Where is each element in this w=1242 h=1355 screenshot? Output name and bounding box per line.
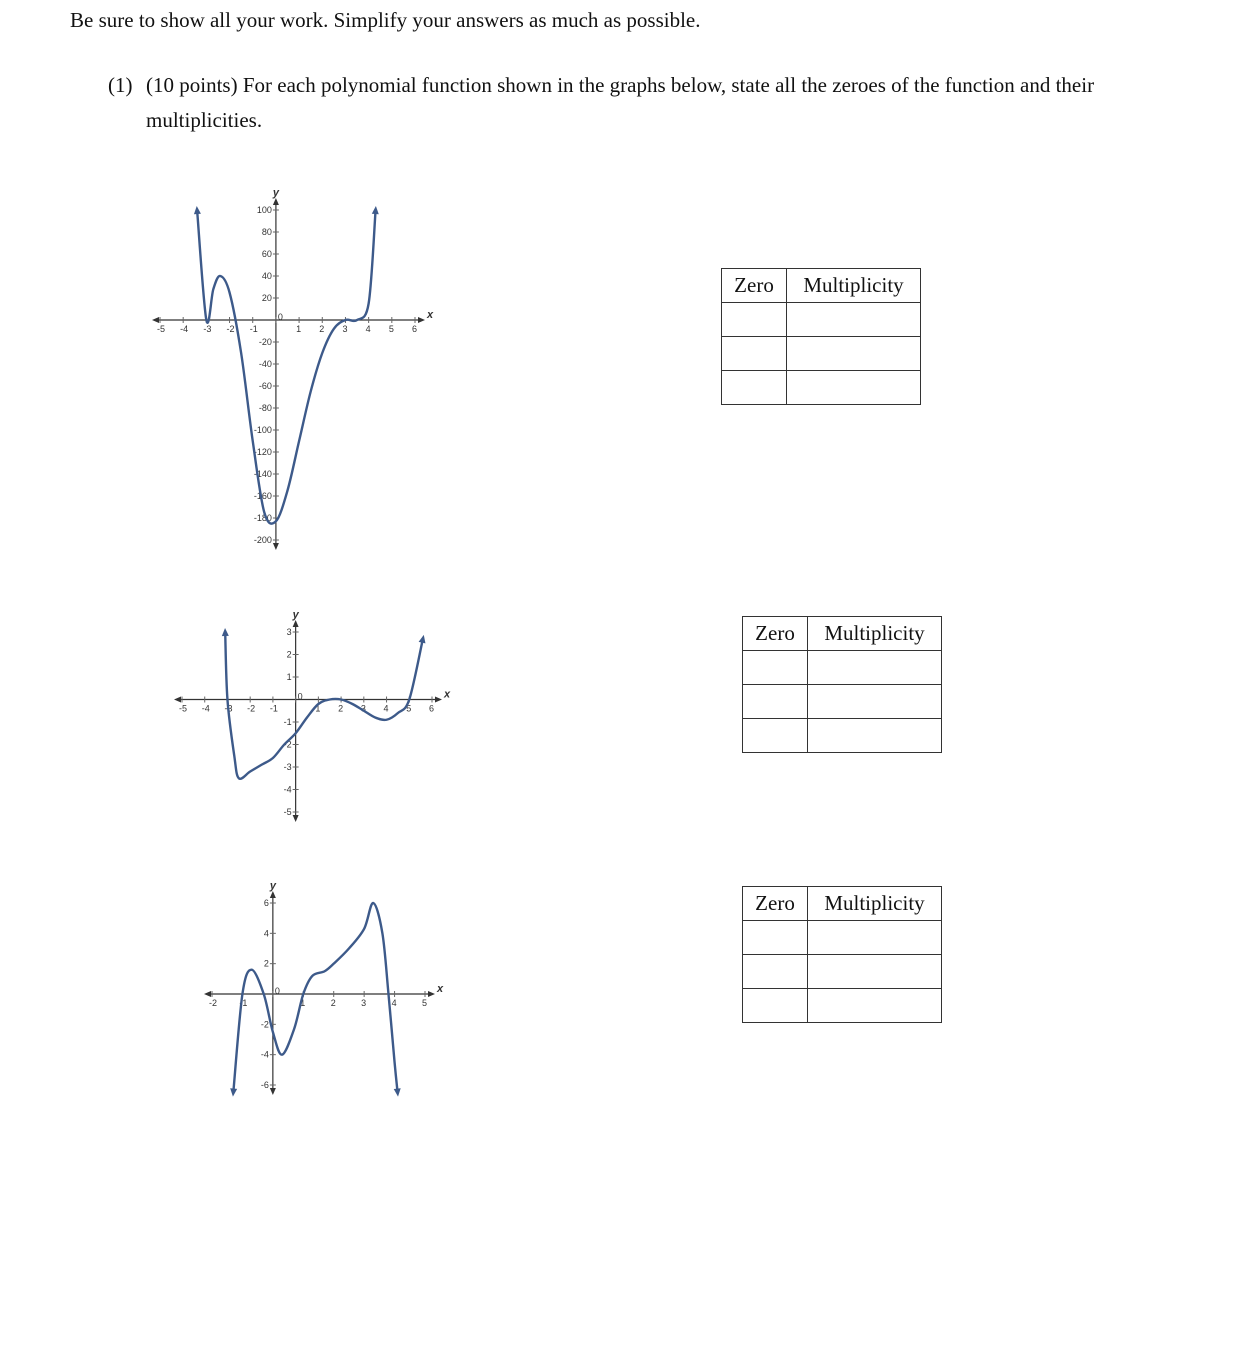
y-tick-label: -100	[253, 425, 272, 435]
zero-cell[interactable]	[743, 651, 808, 685]
zero-cell[interactable]	[743, 989, 808, 1023]
zero-cell[interactable]	[743, 685, 808, 719]
x-tick-label: 4	[383, 703, 389, 714]
y-tick-label: -6	[260, 1080, 269, 1090]
y-tick-label: 60	[261, 249, 272, 259]
y-tick-label: -80	[258, 403, 272, 413]
x-tick-label: 1	[300, 998, 306, 1008]
x-tick-label: 1	[315, 703, 321, 714]
x-tick-label: 2	[330, 998, 336, 1008]
x-axis-arrow-left	[174, 697, 181, 703]
x-tick-label: 1	[296, 324, 302, 334]
y-tick-label: -200	[253, 535, 272, 545]
x-tick-label: 5	[406, 703, 412, 714]
multiplicity-cell[interactable]	[808, 955, 942, 989]
x-tick-label: 6	[429, 703, 435, 714]
multiplicity-header: Multiplicity	[808, 617, 942, 651]
y-axis-arrow	[293, 620, 299, 627]
y-tick-label: 100	[256, 205, 272, 215]
multiplicity-cell[interactable]	[808, 719, 942, 753]
x-tick-label: 2	[319, 324, 325, 334]
x-tick-label: -1	[269, 703, 278, 714]
x-tick-label: -3	[203, 324, 212, 334]
y-axis-label: y	[292, 609, 299, 621]
zero-header: Zero	[743, 617, 808, 651]
x-tick-label: -5	[179, 703, 188, 714]
x-axis-arrow	[418, 317, 425, 323]
x-tick-label: 4	[365, 324, 371, 334]
zero-multiplicity-table-1	[721, 268, 921, 405]
curve-arrow-right	[394, 1088, 401, 1096]
curve-arrow-left	[194, 206, 201, 214]
y-axis-arrow	[273, 198, 279, 205]
zero-cell[interactable]	[722, 337, 787, 371]
zero-multiplicity-table-2	[742, 616, 942, 753]
x-tick-label: 0	[297, 691, 303, 702]
y-axis-arrow	[270, 891, 276, 898]
y-tick-label: -1	[283, 717, 292, 727]
multiplicity-header: Multiplicity	[787, 269, 921, 303]
y-tick-label: -4	[260, 1049, 269, 1060]
y-tick-label: -4	[283, 784, 292, 795]
y-tick-label: -160	[253, 491, 272, 501]
x-tick-label: 3	[360, 703, 366, 714]
y-axis-label: y	[269, 880, 276, 892]
x-tick-label: -4	[201, 703, 210, 714]
y-axis-arrow-down	[273, 543, 279, 550]
x-tick-label: 0	[277, 312, 283, 322]
y-tick-label: -40	[258, 359, 272, 369]
x-axis-arrow-left	[152, 317, 159, 323]
x-tick-label: 3	[342, 324, 348, 334]
x-tick-label: -2	[247, 703, 256, 714]
x-tick-label: 0	[274, 986, 280, 996]
y-axis-arrow-down	[293, 815, 299, 822]
y-axis-label: y	[272, 187, 280, 199]
y-tick-label: 6	[263, 898, 269, 908]
x-tick-label: 3	[361, 998, 367, 1008]
multiplicity-cell[interactable]	[808, 921, 942, 955]
x-axis-arrow	[435, 697, 442, 703]
zero-cell[interactable]	[743, 719, 808, 753]
question-number: (1)	[108, 73, 133, 97]
x-tick-label: -2	[209, 998, 218, 1008]
multiplicity-cell[interactable]	[787, 303, 921, 337]
y-tick-label: -180	[253, 513, 272, 523]
multiplicity-cell[interactable]	[808, 989, 942, 1023]
graph-2	[170, 610, 470, 820]
function-curve	[233, 903, 397, 1093]
y-tick-label: 40	[261, 271, 272, 281]
y-tick-label: -120	[253, 447, 272, 457]
zero-cell[interactable]	[722, 371, 787, 405]
x-axis-arrow-left	[204, 991, 211, 997]
curve-arrow-left	[222, 628, 229, 636]
multiplicity-cell[interactable]	[787, 371, 921, 405]
y-tick-label: -5	[283, 807, 292, 817]
y-tick-label: -2	[283, 739, 292, 750]
zero-cell[interactable]	[743, 921, 808, 955]
x-tick-label: 6	[412, 324, 418, 334]
x-tick-label: 5	[388, 324, 394, 334]
function-curve	[197, 210, 376, 524]
x-tick-label: 4	[391, 998, 397, 1008]
x-tick-label: -3	[224, 703, 233, 714]
x-tick-label: -5	[157, 324, 166, 334]
y-tick-label: 80	[261, 227, 272, 237]
zero-cell[interactable]	[722, 303, 787, 337]
question-text: (10 points) For each polynomial function shown in the graphs below, state all the zeroes of the function and their multiplicities.	[146, 73, 1095, 132]
x-tick-label: -1	[249, 324, 258, 334]
multiplicity-cell[interactable]	[808, 685, 942, 719]
x-tick-label: 2	[338, 703, 344, 714]
zero-multiplicity-table-3	[742, 886, 942, 1023]
y-tick-label: 4	[263, 928, 269, 939]
x-tick-label: 5	[422, 998, 428, 1008]
y-tick-label: -3	[283, 762, 292, 772]
x-axis-arrow	[428, 991, 435, 997]
y-tick-label: -2	[260, 1019, 269, 1030]
zero-cell[interactable]	[743, 955, 808, 989]
y-tick-label: 2	[286, 649, 292, 660]
instructions: Be sure to show all your work. Simplify your answers as much as possible.	[70, 8, 701, 32]
multiplicity-cell[interactable]	[808, 651, 942, 685]
y-tick-label: 20	[261, 293, 272, 303]
curve-arrow-right	[372, 206, 379, 214]
y-tick-label: 1	[286, 672, 292, 682]
y-tick-label: 3	[286, 627, 292, 637]
y-tick-label: -20	[258, 337, 272, 347]
x-axis-label: x	[427, 309, 434, 321]
x-tick-label: -4	[180, 324, 189, 334]
y-tick-label: -60	[258, 381, 272, 391]
graph-3	[200, 880, 444, 1095]
zero-header: Zero	[743, 887, 808, 921]
y-tick-label: 2	[263, 958, 269, 969]
zero-header: Zero	[722, 269, 787, 303]
x-axis-label: x	[437, 983, 444, 995]
multiplicity-header: Multiplicity	[808, 887, 942, 921]
curve-arrow-right	[419, 635, 426, 644]
graph-1	[145, 185, 445, 545]
y-axis-arrow-down	[270, 1088, 276, 1095]
curve-arrow-left	[230, 1088, 237, 1096]
x-tick-label: -2	[226, 324, 235, 334]
x-tick-label: -1	[239, 998, 248, 1008]
multiplicity-cell[interactable]	[787, 337, 921, 371]
y-tick-label: -140	[253, 469, 272, 479]
x-axis-label: x	[444, 688, 451, 701]
